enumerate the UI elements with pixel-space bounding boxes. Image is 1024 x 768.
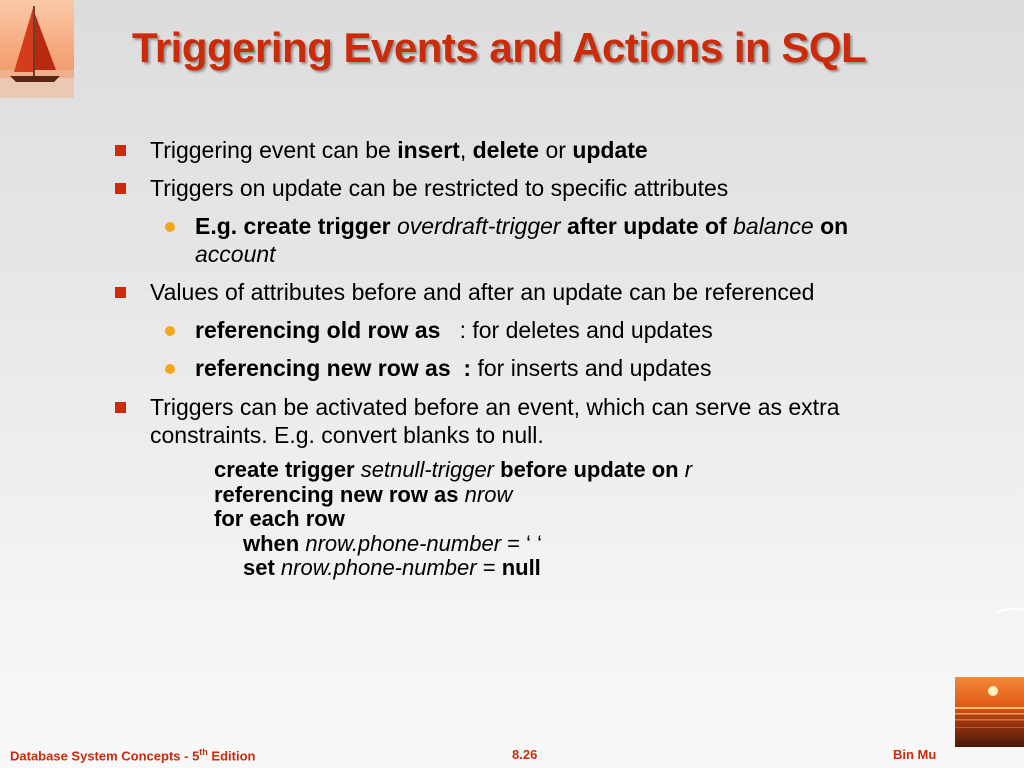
code-identifier: nrow.phone-number: [305, 530, 502, 556]
bullet-text: ,: [459, 137, 473, 163]
code-text: = ‘ ‘: [501, 530, 542, 556]
code-keyword: when: [243, 530, 306, 556]
example-relation: account: [195, 241, 276, 267]
sub-bullet-new-row: [195, 354, 711, 382]
footer-author: Bin Mu: [893, 747, 937, 762]
example-keyword: E.g. create trigger: [195, 213, 397, 239]
keyword-insert: insert: [397, 137, 460, 163]
example-keyword: on: [813, 213, 849, 239]
round-bullet-icon: [165, 326, 175, 336]
square-bullet-icon: [115, 145, 126, 156]
bullet-activated-before-cont: [150, 421, 544, 449]
code-keyword: null: [501, 555, 541, 580]
keyword-referencing-old: referencing old row as: [195, 317, 441, 343]
code-identifier: setnull-trigger: [360, 457, 495, 482]
footer-book-title: [10, 747, 255, 763]
bullet-text: Triggers on update can be restricted to specific attributes: [150, 175, 729, 201]
code-identifier: nrow: [464, 481, 513, 507]
example-keyword: after update of: [560, 213, 734, 239]
code-identifier: nrow.phone-number: [280, 555, 477, 580]
bullet-text: constraints. E.g. convert blanks to null.: [150, 422, 544, 448]
bullet-triggering-event: [150, 136, 648, 164]
bullet-activated-before: [150, 393, 840, 421]
square-bullet-icon: [115, 402, 126, 413]
example-trigger-name: overdraft-trigger: [396, 213, 561, 239]
sub-bullet-example-cont: [195, 240, 276, 268]
decorative-wave-icon: [996, 607, 1024, 615]
bullet-update-restricted: [150, 174, 728, 202]
keyword-referencing-new: referencing new row as :: [195, 355, 472, 381]
footer-text: Database System Concepts - 5: [10, 748, 200, 764]
bullet-text: for inserts and updates: [471, 355, 712, 381]
footer-superscript: th: [199, 747, 208, 757]
round-bullet-icon: [165, 222, 175, 232]
code-keyword: set: [243, 555, 281, 580]
code-keyword: before update on: [494, 457, 685, 482]
bullet-text: Values of attributes before and after an update can be referenced: [150, 279, 815, 305]
bullet-text: : for deletes and updates: [440, 317, 713, 343]
code-keyword: create trigger: [214, 457, 361, 482]
sunset-image: [955, 677, 1024, 747]
square-bullet-icon: [115, 183, 126, 194]
keyword-delete: delete: [472, 137, 540, 163]
footer-page-number: 8.26: [512, 747, 538, 762]
bullet-text: or: [539, 137, 573, 163]
code-keyword: for each row: [214, 506, 345, 531]
bullet-values-referenced: [150, 278, 814, 306]
footer-text: Edition: [207, 748, 256, 764]
code-line: [214, 556, 692, 581]
code-line: [214, 507, 692, 532]
code-line: [214, 458, 692, 483]
sub-bullet-example: [195, 212, 848, 240]
code-text: =: [476, 555, 502, 580]
code-line: [214, 483, 692, 508]
keyword-update: update: [572, 137, 648, 163]
bullet-text: Triggering event can be: [150, 137, 398, 163]
sql-code-example: [214, 458, 692, 581]
code-identifier: r: [684, 457, 693, 482]
code-keyword: referencing new row as: [214, 481, 465, 507]
bullet-text: Triggers can be activated before an event, which can serve as extra: [150, 394, 840, 420]
square-bullet-icon: [115, 287, 126, 298]
code-line: [214, 532, 692, 557]
sub-bullet-old-row: [195, 316, 713, 344]
round-bullet-icon: [165, 364, 175, 374]
example-attribute: balance: [733, 213, 814, 239]
page-title: Triggering Events and Actions in SQL: [132, 24, 867, 71]
